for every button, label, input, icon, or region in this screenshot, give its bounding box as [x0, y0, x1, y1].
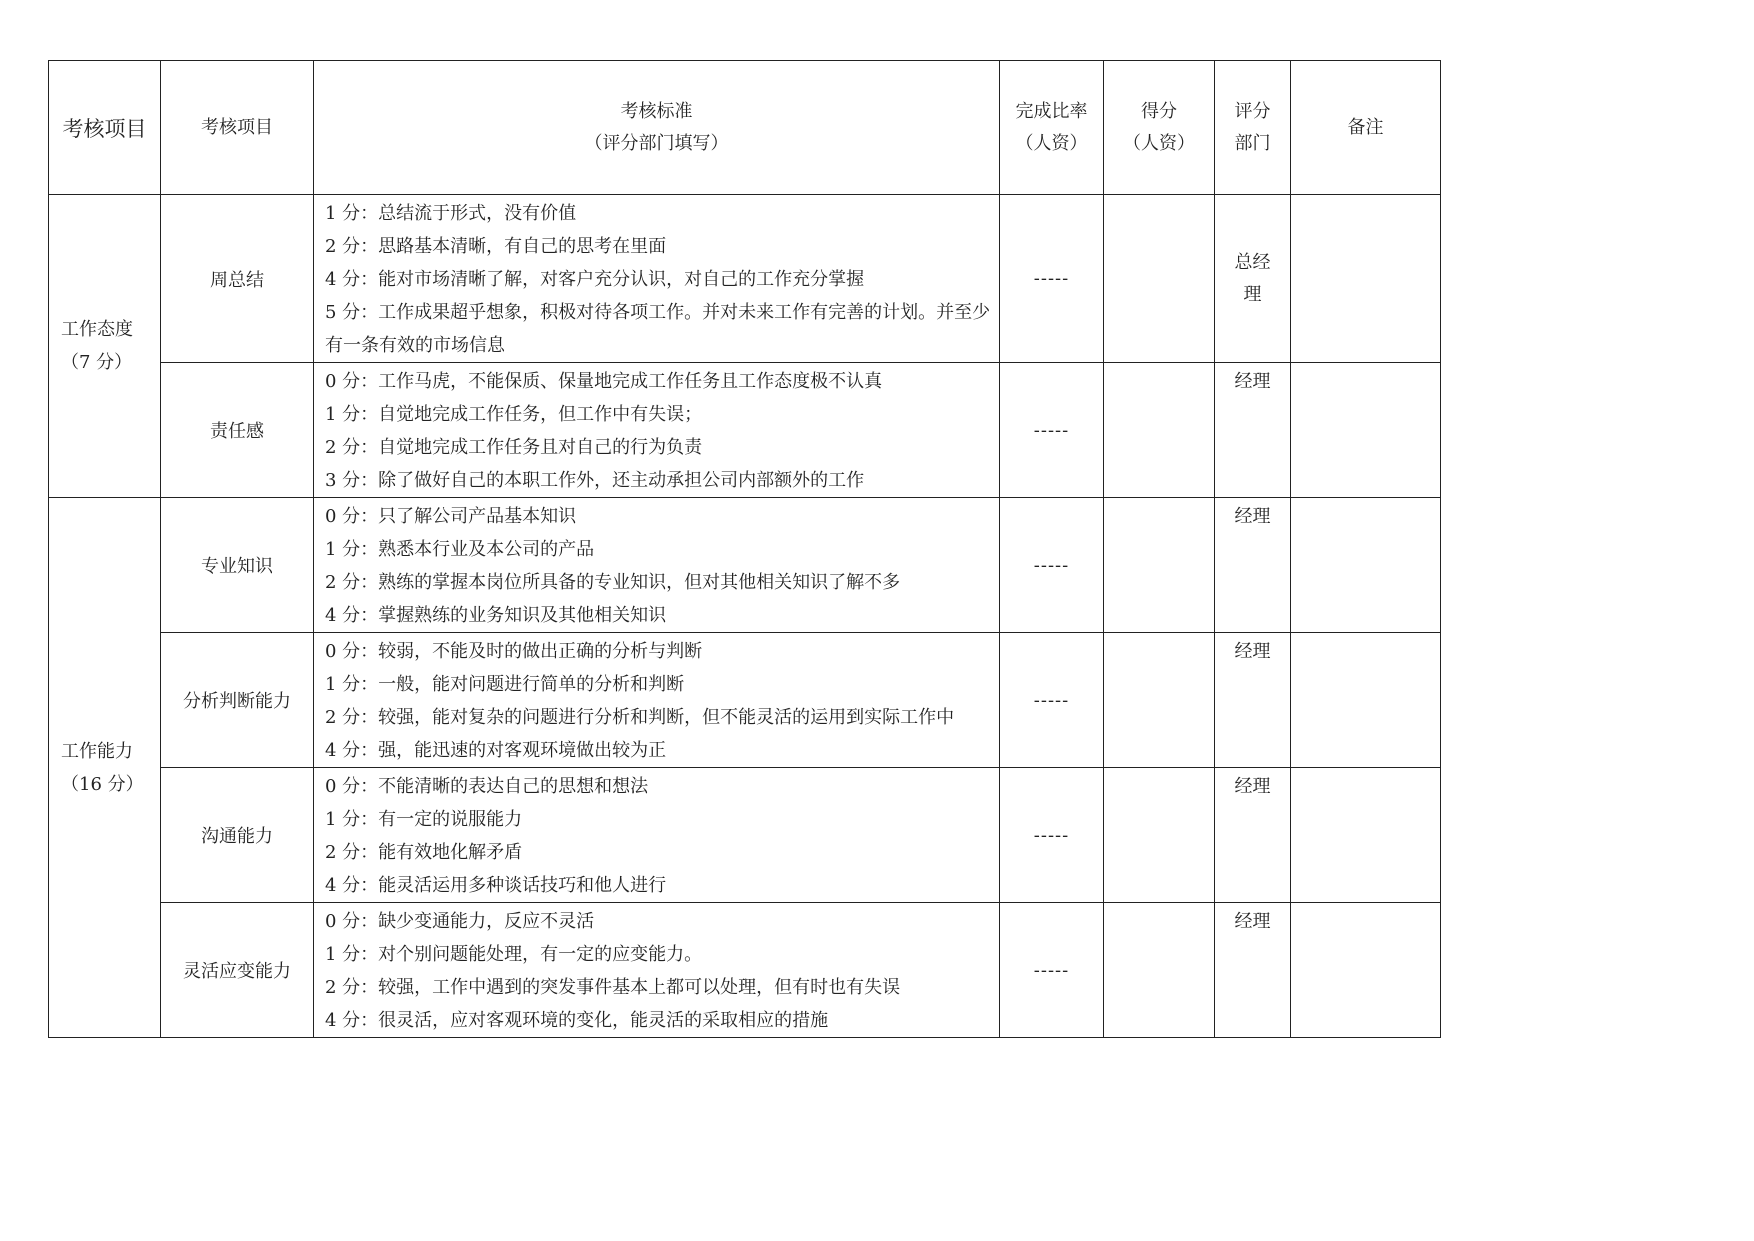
header-criteria-sublabel: （评分部门填写）: [584, 132, 729, 154]
criteria-line: 2 分：思路基本清晰，有自己的思考在里面: [325, 236, 667, 257]
criteria-line: 0 分：缺少变通能力，反应不灵活: [325, 911, 595, 932]
header-rate-label: 完成比率: [1015, 100, 1088, 122]
rate-value: -----: [1033, 959, 1070, 981]
table-row: [49, 363, 1441, 498]
item-name: 灵活应变能力: [183, 961, 291, 982]
remark-cell[interactable]: [1291, 195, 1441, 363]
score-cell[interactable]: [1104, 363, 1215, 498]
criteria-line: 2 分：能有效地化解矛盾: [325, 842, 523, 863]
criteria-cell: [314, 363, 1000, 498]
criteria-line: 4 分：能灵活运用多种谈话技巧和他人进行: [325, 875, 667, 896]
criteria-line: 4 分：掌握熟练的业务知识及其他相关知识: [325, 605, 667, 626]
criteria-line: 0 分：工作马虎，不能保质、保量地完成工作任务且工作态度极不认真: [325, 371, 883, 392]
header-category-cell: [49, 61, 161, 195]
category-score: （16 分）: [61, 773, 144, 795]
rate-cell: [1000, 498, 1104, 633]
criteria-line: 1 分：熟悉本行业及本公司的产品: [325, 539, 595, 560]
header-criteria-cell: [314, 61, 1000, 195]
rate-cell: [1000, 195, 1104, 363]
item-name: 沟通能力: [201, 826, 273, 847]
criteria-cell: [314, 195, 1000, 363]
header-criteria-label: 考核标准: [620, 100, 693, 122]
header-dept-label: 评分: [1234, 100, 1271, 122]
item-cell: [161, 903, 314, 1038]
category-name: 工作能力: [61, 740, 133, 762]
item-cell: [161, 768, 314, 903]
header-remark-cell: [1291, 61, 1441, 195]
criteria-line: 3 分：除了做好自己的本职工作外，还主动承担公司内部额外的工作: [325, 470, 865, 491]
table-row: [49, 498, 1441, 633]
score-cell[interactable]: [1104, 903, 1215, 1038]
dept-cell: [1215, 768, 1291, 903]
rate-value: -----: [1033, 419, 1070, 441]
header-item-label: 考核项目: [201, 116, 273, 138]
rate-value: -----: [1033, 689, 1070, 711]
criteria-cell: [314, 498, 1000, 633]
header-score-cell: [1104, 61, 1215, 195]
criteria-line: 2 分：较强，能对复杂的问题进行分析和判断，但不能灵活的运用到实际工作中: [325, 707, 955, 728]
category-score: （7 分）: [61, 352, 133, 373]
item-cell: [161, 633, 314, 768]
dept-cell: [1215, 195, 1291, 363]
header-item-cell: [161, 61, 314, 195]
dept-value: 经理: [1234, 776, 1271, 797]
header-rate-sublabel: （人资）: [1015, 132, 1088, 154]
score-cell[interactable]: [1104, 498, 1215, 633]
criteria-line: 4 分：强，能迅速的对客观环境做出较为正: [325, 740, 667, 761]
remark-cell[interactable]: [1291, 363, 1441, 498]
item-name: 周总结: [210, 269, 264, 291]
remark-cell[interactable]: [1291, 633, 1441, 768]
criteria-line: 2 分：自觉地完成工作任务且对自己的行为负责: [325, 437, 703, 458]
criteria-line: 0 分：只了解公司产品基本知识: [325, 506, 577, 527]
dept-value: 总经: [1234, 251, 1271, 273]
table-row: [49, 768, 1441, 903]
header-score-label: 得分: [1141, 100, 1177, 122]
dept-value: 经理: [1234, 911, 1271, 932]
table-row: [49, 195, 1441, 363]
criteria-line: 1 分：对个别问题能处理，有一定的应变能力。: [325, 944, 703, 965]
score-cell[interactable]: [1104, 633, 1215, 768]
criteria-line: 0 分：较弱，不能及时的做出正确的分析与判断: [325, 641, 703, 662]
criteria-line: 2 分：较强，工作中遇到的突发事件基本上都可以处理，但有时也有失误: [325, 977, 901, 998]
item-name: 分析判断能力: [183, 691, 291, 712]
remark-cell[interactable]: [1291, 498, 1441, 633]
table-row: [49, 633, 1441, 768]
rate-value: -----: [1033, 268, 1070, 289]
category-name: 工作态度: [61, 319, 133, 340]
dept-cell: [1215, 633, 1291, 768]
criteria-cell: [314, 903, 1000, 1038]
category-cell-ability: [49, 498, 161, 1038]
header-dept-sublabel: 部门: [1234, 132, 1271, 154]
dept-cell: [1215, 498, 1291, 633]
criteria-line: 1 分：自觉地完成工作任务，但工作中有失误；: [325, 404, 703, 425]
rate-value: -----: [1033, 554, 1070, 576]
score-cell[interactable]: [1104, 195, 1215, 363]
criteria-line: 4 分：很灵活，应对客观环境的变化，能灵活的采取相应的措施: [325, 1010, 829, 1031]
criteria-line: 1 分：有一定的说服能力: [325, 809, 523, 830]
item-cell: [161, 498, 314, 633]
header-remark-label: 备注: [1347, 116, 1384, 138]
criteria-line: 5 分：工作成果超乎想象，积极对待各项工作。并对未来工作有完善的计划。并至少有一条有效的市场信息: [325, 302, 991, 356]
dept-value: 经理: [1234, 641, 1271, 662]
criteria-line: 0 分：不能清晰的表达自己的思想和想法: [325, 776, 649, 797]
criteria-cell: [314, 768, 1000, 903]
item-name: 专业知识: [201, 556, 273, 577]
score-cell[interactable]: [1104, 768, 1215, 903]
table-row: [49, 903, 1441, 1038]
dept-value-cont: 理: [1243, 283, 1262, 305]
item-cell: [161, 363, 314, 498]
header-category-label: 考核项目: [62, 116, 147, 141]
criteria-line: 2 分：熟练的掌握本岗位所具备的专业知识，但对其他相关知识了解不多: [325, 572, 901, 593]
rate-cell: [1000, 768, 1104, 903]
dept-value: 经理: [1234, 371, 1271, 392]
header-row: [49, 61, 1441, 195]
header-dept-cell: [1215, 61, 1291, 195]
rate-cell: [1000, 363, 1104, 498]
criteria-line: 1 分：一般，能对问题进行简单的分析和判断: [325, 674, 685, 695]
dept-cell: [1215, 903, 1291, 1038]
dept-value: 经理: [1234, 506, 1271, 527]
remark-cell[interactable]: [1291, 903, 1441, 1038]
rate-cell: [1000, 903, 1104, 1038]
rate-cell: [1000, 633, 1104, 768]
item-name: 责任感: [210, 421, 264, 442]
assessment-table: [48, 60, 1441, 1038]
category-cell-attitude: [49, 195, 161, 498]
criteria-line: 4 分：能对市场清晰了解，对客户充分认识，对自己的工作充分掌握: [325, 269, 865, 290]
remark-cell[interactable]: [1291, 768, 1441, 903]
criteria-line: 1 分：总结流于形式，没有价值: [325, 203, 577, 224]
dept-cell: [1215, 363, 1291, 498]
rate-value: -----: [1033, 824, 1070, 846]
criteria-cell: [314, 633, 1000, 768]
header-score-sublabel: （人资）: [1123, 132, 1195, 154]
item-cell: [161, 195, 314, 363]
header-rate-cell: [1000, 61, 1104, 195]
